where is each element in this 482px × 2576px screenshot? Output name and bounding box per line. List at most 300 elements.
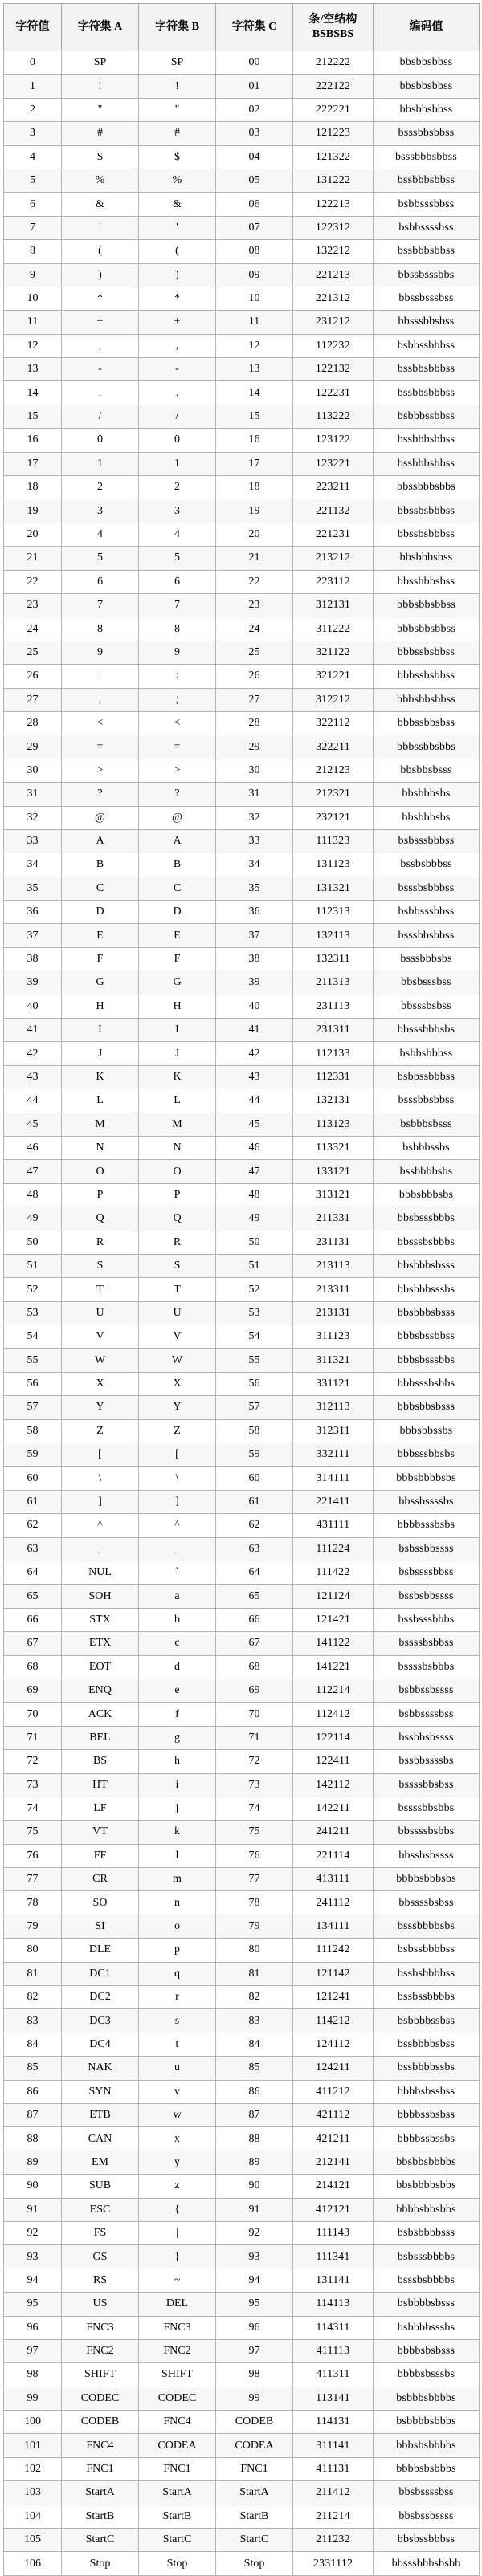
cell-set-c: StartA [216, 2481, 293, 2505]
table-row [4, 1183, 480, 1207]
cell-set-c: 11 [216, 311, 293, 334]
cell-set-a: G [62, 971, 139, 995]
cell-set-c: 34 [216, 853, 293, 877]
table-row [4, 2363, 480, 2387]
cell-set-a: 0 [62, 429, 139, 452]
cell-structure: 2331112 [293, 2552, 374, 2575]
cell-set-b: ( [139, 240, 216, 263]
table-row [4, 381, 480, 405]
cell-set-a: - [62, 358, 139, 381]
cell-set-b: R [139, 1231, 216, 1254]
cell-value: 1 [4, 75, 62, 98]
cell-set-b: L [139, 1089, 216, 1113]
cell-structure: 132131 [293, 1089, 374, 1113]
table-row [4, 711, 480, 735]
cell-structure: 411212 [293, 2080, 374, 2103]
cell-value: 22 [4, 570, 62, 593]
cell-value: 5 [4, 169, 62, 192]
cell-encoding: bssbssbbbbs [374, 1986, 480, 2009]
cell-set-a: STX [62, 1608, 139, 1631]
cell-structure: 132311 [293, 947, 374, 971]
cell-value: 61 [4, 1490, 62, 1513]
cell-set-c: 62 [216, 1514, 293, 1537]
cell-set-c: 12 [216, 334, 293, 357]
cell-value: 95 [4, 2293, 62, 2316]
cell-encoding: bbsbbsbbbbs [374, 2151, 480, 2174]
cell-set-c: 10 [216, 287, 293, 310]
table-row [4, 688, 480, 711]
cell-structure: 231131 [293, 1231, 374, 1254]
table-row [4, 2434, 480, 2457]
cell-set-a: NAK [62, 2057, 139, 2080]
cell-value: 38 [4, 947, 62, 971]
cell-encoding: bbbssbsbbss [374, 665, 480, 688]
cell-set-c: 91 [216, 2198, 293, 2221]
cell-encoding: bsbssbbbbss [374, 1939, 480, 1962]
cell-structure: 313121 [293, 1183, 374, 1207]
cell-value: 78 [4, 1891, 62, 1915]
cell-set-a: SO [62, 1891, 139, 1915]
table-row [4, 1537, 480, 1561]
cell-structure: 121223 [293, 122, 374, 145]
cell-set-a: H [62, 995, 139, 1018]
cell-structure: 141122 [293, 1632, 374, 1655]
cell-value: 60 [4, 1467, 62, 1490]
cell-set-a: ETX [62, 1632, 139, 1655]
cell-set-a: Z [62, 1419, 139, 1443]
cell-structure: 112214 [293, 1679, 374, 1702]
cell-set-c: 75 [216, 1821, 293, 1844]
table-row [4, 901, 480, 924]
cell-set-b: ` [139, 1561, 216, 1585]
cell-structure: 122231 [293, 381, 374, 405]
cell-set-a: 3 [62, 499, 139, 523]
cell-set-b: d [139, 1655, 216, 1679]
cell-structure: 132212 [293, 240, 374, 263]
cell-encoding: bbbssbsbbss [374, 641, 480, 664]
cell-set-c: 60 [216, 1467, 293, 1490]
cell-value: 59 [4, 1443, 62, 1467]
cell-set-c: 24 [216, 617, 293, 641]
cell-set-c: 08 [216, 240, 293, 263]
cell-encoding: bsbbssbssss [374, 1679, 480, 1702]
cell-set-a: I [62, 1019, 139, 1042]
cell-encoding: bssbbbsbbss [374, 240, 480, 263]
cell-set-c: 89 [216, 2151, 293, 2174]
table-row [4, 924, 480, 947]
cell-encoding: bbsssbsbss [374, 995, 480, 1018]
cell-value: 14 [4, 381, 62, 405]
cell-set-a: SHIFT [62, 2363, 139, 2387]
cell-encoding: bsbbbbsbbbs [374, 2411, 480, 2434]
cell-value: 46 [4, 1136, 62, 1159]
cell-set-b: Y [139, 1396, 216, 1419]
cell-value: 53 [4, 1301, 62, 1325]
table-row [4, 1113, 480, 1136]
cell-set-a: " [62, 98, 139, 121]
cell-structure: 211313 [293, 971, 374, 995]
cell-structure: 412121 [293, 2198, 374, 2221]
cell-set-c: 20 [216, 523, 293, 546]
cell-structure: 221132 [293, 499, 374, 523]
cell-structure: 112313 [293, 901, 374, 924]
cell-set-b: ~ [139, 2269, 216, 2292]
cell-structure: 232121 [293, 806, 374, 829]
cell-set-a: P [62, 1183, 139, 1207]
table-row [4, 2103, 480, 2126]
cell-set-c: 85 [216, 2057, 293, 2080]
cell-value: 79 [4, 1915, 62, 1938]
cell-set-a: SUB [62, 2175, 139, 2198]
header-set-b: 字符集 B [139, 4, 216, 51]
cell-set-b: e [139, 1679, 216, 1702]
cell-set-c: 80 [216, 1939, 293, 1962]
cell-value: 68 [4, 1655, 62, 1679]
cell-encoding: bsbbsbbbss [374, 1042, 480, 1065]
header-structure-line2: BSBSBS [312, 28, 354, 40]
cell-value: 64 [4, 1561, 62, 1585]
cell-value: 102 [4, 2457, 62, 2480]
header-set-c: 字符集 C [216, 4, 293, 51]
cell-set-a: US [62, 2293, 139, 2316]
cell-encoding: bssbbbbssbs [374, 2057, 480, 2080]
cell-encoding: bsssbbsbbss [374, 924, 480, 947]
table-row [4, 995, 480, 1018]
cell-set-a: CODEB [62, 2411, 139, 2434]
cell-set-a: SOH [62, 1585, 139, 1608]
cell-value: 54 [4, 1325, 62, 1349]
cell-set-c: 56 [216, 1372, 293, 1395]
table-row [4, 547, 480, 570]
cell-structure: 312311 [293, 1419, 374, 1443]
cell-value: 9 [4, 263, 62, 287]
header-structure [293, 4, 374, 51]
cell-encoding: bbbsbssbbss [374, 1325, 480, 1349]
cell-set-c: 35 [216, 877, 293, 900]
cell-set-b: f [139, 1703, 216, 1726]
cell-encoding: bssssbsbbbs [374, 1655, 480, 1679]
cell-value: 62 [4, 1514, 62, 1537]
cell-set-a: 6 [62, 570, 139, 593]
cell-set-b: ? [139, 783, 216, 806]
cell-encoding: bssbbssssbs [374, 1750, 480, 1773]
cell-set-b: g [139, 1726, 216, 1749]
cell-structure: 221411 [293, 1490, 374, 1513]
table-row [4, 2481, 480, 2505]
table-row [4, 1726, 480, 1749]
table-row [4, 405, 480, 428]
cell-encoding: bbbsbsssbbs [374, 1349, 480, 1372]
cell-structure: 322112 [293, 711, 374, 735]
cell-structure: 131321 [293, 877, 374, 900]
cell-value: 84 [4, 2033, 62, 2056]
cell-set-c: 46 [216, 1136, 293, 1159]
cell-set-b: { [139, 2198, 216, 2221]
cell-value: 65 [4, 1585, 62, 1608]
table-row [4, 1396, 480, 1419]
table-row [4, 1325, 480, 1349]
cell-set-c: 00 [216, 51, 293, 75]
cell-set-c: CODEA [216, 2434, 293, 2457]
cell-set-a: / [62, 405, 139, 428]
cell-value: 52 [4, 1278, 62, 1301]
cell-encoding: bbbbsbssbss [374, 2080, 480, 2103]
table-row [4, 98, 480, 121]
table-row [4, 1585, 480, 1608]
cell-set-a: StartC [62, 2529, 139, 2552]
cell-value: 34 [4, 853, 62, 877]
cell-encoding: bbssbsbbbss [374, 499, 480, 523]
cell-set-b: = [139, 735, 216, 759]
cell-set-b: s [139, 2009, 216, 2033]
cell-set-c: 38 [216, 947, 293, 971]
cell-structure: 231113 [293, 995, 374, 1018]
cell-encoding: bsbssssbbss [374, 1561, 480, 1585]
table-row [4, 145, 480, 169]
cell-encoding: bbbsssbbsbs [374, 1443, 480, 1467]
cell-set-c: 33 [216, 829, 293, 853]
cell-structure: 141221 [293, 1655, 374, 1679]
cell-structure: 131123 [293, 853, 374, 877]
cell-structure: 111143 [293, 2221, 374, 2244]
cell-encoding: bbsbssbssss [374, 2505, 480, 2528]
cell-set-b: 6 [139, 570, 216, 593]
cell-structure: 411311 [293, 2363, 374, 2387]
cell-set-b: CODEC [139, 2387, 216, 2410]
cell-set-a: StartB [62, 2505, 139, 2528]
cell-encoding: bbsbbbsssbs [374, 1278, 480, 1301]
table-row [4, 452, 480, 475]
cell-set-a: L [62, 1089, 139, 1113]
cell-value: 19 [4, 499, 62, 523]
cell-set-c: 06 [216, 193, 293, 216]
cell-set-c: 53 [216, 1301, 293, 1325]
cell-structure: 114113 [293, 2293, 374, 2316]
cell-set-c: 43 [216, 1065, 293, 1089]
cell-set-b: FNC4 [139, 2411, 216, 2434]
cell-set-b: q [139, 1962, 216, 1985]
table-row [4, 499, 480, 523]
cell-encoding: bbssssbsbbs [374, 1821, 480, 1844]
cell-structure: 321122 [293, 641, 374, 664]
cell-set-b: StartA [139, 2481, 216, 2505]
cell-set-b: o [139, 1915, 216, 1938]
cell-structure: 211331 [293, 1207, 374, 1231]
cell-encoding: bssssbbsbbs [374, 1797, 480, 1820]
table-row [4, 1301, 480, 1325]
cell-value: 76 [4, 1844, 62, 1867]
table-row [4, 2387, 480, 2410]
cell-structure: 122411 [293, 1750, 374, 1773]
cell-value: 8 [4, 240, 62, 263]
cell-set-c: 37 [216, 924, 293, 947]
cell-encoding: bsbbssbbbss [374, 334, 480, 357]
cell-set-b: T [139, 1278, 216, 1301]
table-row [4, 783, 480, 806]
cell-set-c: 04 [216, 145, 293, 169]
cell-set-b: N [139, 1136, 216, 1159]
cell-value: 83 [4, 2009, 62, 2033]
table-row [4, 1915, 480, 1938]
table-row [4, 429, 480, 452]
cell-set-c: 23 [216, 593, 293, 617]
cell-encoding: bsssbbsbbss [374, 122, 480, 145]
cell-set-c: 58 [216, 1419, 293, 1443]
table-row [4, 1514, 480, 1537]
cell-set-a: GS [62, 2245, 139, 2269]
table-row [4, 853, 480, 877]
code128-character-table [3, 3, 480, 2576]
cell-value: 27 [4, 688, 62, 711]
cell-set-a: RS [62, 2269, 139, 2292]
cell-set-a: CAN [62, 2127, 139, 2151]
cell-set-a: FNC1 [62, 2457, 139, 2480]
cell-structure: 121241 [293, 1986, 374, 2009]
cell-value: 23 [4, 593, 62, 617]
cell-set-b: Z [139, 1419, 216, 1443]
cell-set-a: : [62, 665, 139, 688]
cell-set-c: 68 [216, 1655, 293, 1679]
cell-value: 92 [4, 2221, 62, 2244]
cell-structure: 223211 [293, 476, 374, 499]
cell-value: 70 [4, 1703, 62, 1726]
table-row [4, 2552, 480, 2575]
cell-set-a: HT [62, 1773, 139, 1797]
cell-set-a: CR [62, 1868, 139, 1891]
cell-structure: 131141 [293, 2269, 374, 2292]
cell-value: 63 [4, 1537, 62, 1561]
cell-set-a: StartA [62, 2481, 139, 2505]
cell-set-a: CODEC [62, 2387, 139, 2410]
cell-encoding: bssbsbbbbss [374, 1962, 480, 1985]
cell-encoding: bsbssbbssss [374, 1537, 480, 1561]
cell-structure: 314111 [293, 1467, 374, 1490]
cell-value: 13 [4, 358, 62, 381]
cell-set-b: - [139, 358, 216, 381]
table-row [4, 1608, 480, 1631]
cell-set-c: 77 [216, 1868, 293, 1891]
table-row [4, 1042, 480, 1065]
cell-set-c: 95 [216, 2293, 293, 2316]
cell-encoding: bsssbsbbbbs [374, 2269, 480, 2292]
cell-value: 39 [4, 971, 62, 995]
cell-set-b: J [139, 1042, 216, 1065]
cell-encoding: bbsbbsbbss [374, 98, 480, 121]
cell-structure: 212222 [293, 51, 374, 75]
cell-set-c: 07 [216, 216, 293, 239]
cell-structure: 132113 [293, 924, 374, 947]
table-row [4, 75, 480, 98]
cell-value: 16 [4, 429, 62, 452]
cell-set-c: FNC1 [216, 2457, 293, 2480]
cell-encoding: bbbsbbsbbss [374, 593, 480, 617]
table-row [4, 1868, 480, 1891]
cell-set-c: 44 [216, 1089, 293, 1113]
cell-set-c: 32 [216, 806, 293, 829]
cell-set-b: U [139, 1301, 216, 1325]
cell-set-a: DC4 [62, 2033, 139, 2056]
cell-encoding: bsssbsbbbss [374, 877, 480, 900]
cell-structure: 113141 [293, 2387, 374, 2410]
cell-set-b: & [139, 193, 216, 216]
cell-set-b: / [139, 405, 216, 428]
table-row [4, 2245, 480, 2269]
cell-encoding: bsbbbsbbbbs [374, 2387, 480, 2410]
cell-structure: 241112 [293, 1891, 374, 1915]
cell-set-b: l [139, 1844, 216, 1867]
cell-set-b: 9 [139, 641, 216, 664]
cell-encoding: bbbbssbsbss [374, 2103, 480, 2126]
cell-set-a: 7 [62, 593, 139, 617]
cell-value: 82 [4, 1986, 62, 2009]
cell-structure: 421211 [293, 2127, 374, 2151]
cell-value: 86 [4, 2080, 62, 2103]
cell-set-c: 14 [216, 381, 293, 405]
cell-set-b: [ [139, 1443, 216, 1467]
cell-value: 49 [4, 1207, 62, 1231]
table-row [4, 1490, 480, 1513]
cell-structure: 112133 [293, 1042, 374, 1065]
table-row [4, 1986, 480, 2009]
cell-set-a: B [62, 853, 139, 877]
table-row [4, 2339, 480, 2362]
cell-set-a: ACK [62, 1703, 139, 1726]
cell-set-c: 49 [216, 1207, 293, 1231]
cell-value: 58 [4, 1419, 62, 1443]
cell-structure: 122213 [293, 193, 374, 216]
table-row [4, 2057, 480, 2080]
cell-set-b: ' [139, 216, 216, 239]
table-row [4, 1821, 480, 1844]
cell-encoding: bbsbssbbbss [374, 2529, 480, 2552]
cell-structure: 112412 [293, 1703, 374, 1726]
cell-set-c: 03 [216, 122, 293, 145]
cell-value: 88 [4, 2127, 62, 2151]
table-row [4, 665, 480, 688]
cell-encoding: bbsbbbsbs [374, 783, 480, 806]
cell-set-b: r [139, 1986, 216, 2009]
cell-set-a: A [62, 829, 139, 853]
cell-structure: 431111 [293, 1514, 374, 1537]
cell-encoding: bbssbsssbss [374, 287, 480, 310]
cell-encoding: bsbbbbsssbs [374, 2316, 480, 2339]
table-row [4, 2221, 480, 2244]
table-row [4, 2009, 480, 2033]
cell-set-c: 73 [216, 1773, 293, 1797]
cell-set-c: 30 [216, 759, 293, 782]
cell-structure: 413111 [293, 1868, 374, 1891]
cell-structure: 121322 [293, 145, 374, 169]
table-row [4, 1349, 480, 1372]
cell-structure: 133121 [293, 1160, 374, 1183]
cell-set-b: @ [139, 806, 216, 829]
cell-structure: 221312 [293, 287, 374, 310]
cell-structure: 142211 [293, 1797, 374, 1820]
cell-set-b: _ [139, 1537, 216, 1561]
cell-set-b: SHIFT [139, 2363, 216, 2387]
header-row [4, 4, 480, 51]
cell-value: 20 [4, 523, 62, 546]
cell-set-b: c [139, 1632, 216, 1655]
cell-value: 93 [4, 2245, 62, 2269]
header-encoding: 编码值 [374, 4, 480, 51]
cell-value: 31 [4, 783, 62, 806]
cell-set-b: + [139, 311, 216, 334]
cell-set-c: 26 [216, 665, 293, 688]
cell-set-a: + [62, 311, 139, 334]
cell-set-b: | [139, 2221, 216, 2244]
cell-set-c: 71 [216, 1726, 293, 1749]
